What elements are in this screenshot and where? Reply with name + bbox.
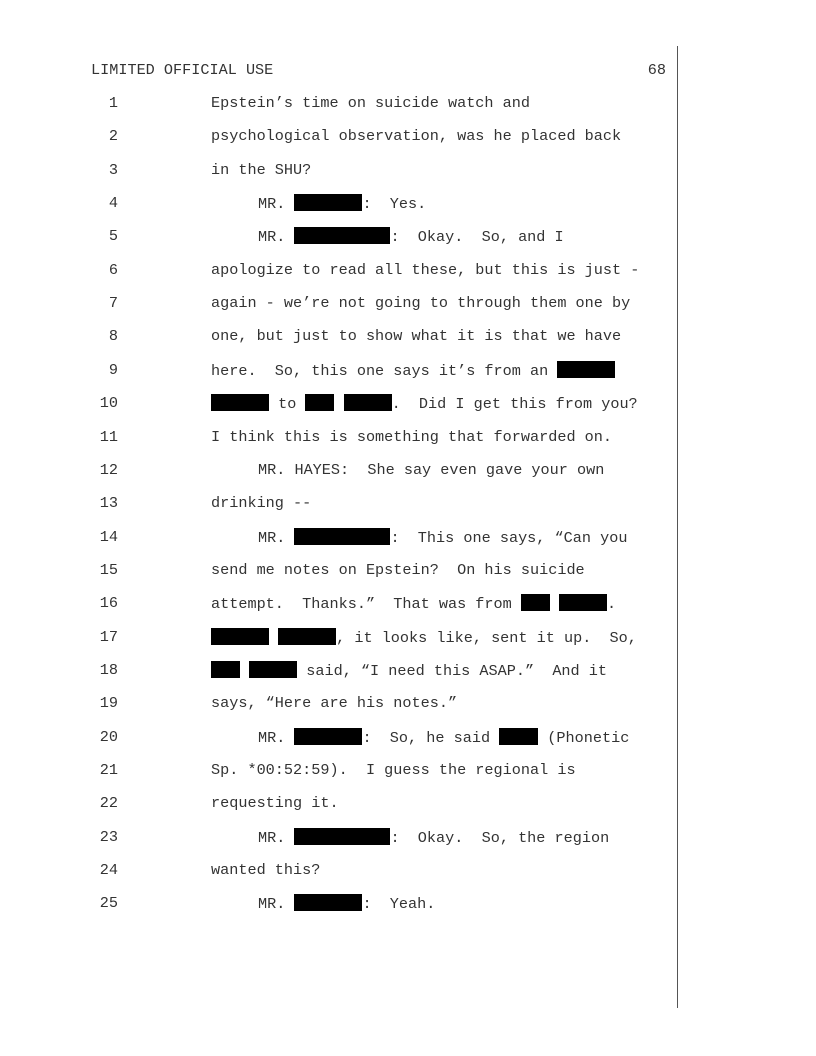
line-number: 7 bbox=[108, 294, 118, 313]
line-text-segment: I think this is something that forwarded on. bbox=[211, 427, 613, 446]
line-number: 16 bbox=[99, 594, 118, 613]
redaction-box bbox=[249, 661, 297, 678]
line-number: 17 bbox=[99, 627, 118, 646]
transcript-line bbox=[0, 94, 816, 116]
redaction-box bbox=[211, 394, 269, 411]
line-text-segment: says, “Here are his notes.” bbox=[211, 694, 458, 713]
transcript-line bbox=[0, 728, 816, 750]
line-text bbox=[211, 794, 339, 812]
line-text-segment: apologize to read all these, but this is just - bbox=[211, 260, 640, 279]
line-text-segment: : Yeah. bbox=[362, 895, 436, 914]
transcript-line bbox=[0, 528, 816, 550]
line-number: 24 bbox=[99, 861, 118, 880]
transcript-line bbox=[0, 694, 816, 716]
line-text-segment: attempt. Thanks.” That was from bbox=[211, 595, 521, 614]
line-text-segment: . Did I get this from you? bbox=[391, 395, 638, 414]
transcript-line bbox=[0, 194, 816, 216]
line-text bbox=[211, 327, 621, 345]
transcript-line bbox=[0, 661, 816, 683]
line-text bbox=[211, 428, 612, 446]
page-number: 68 bbox=[647, 61, 666, 79]
line-number: 9 bbox=[108, 360, 118, 379]
line-text-segment: send me notes on Epstein? On his suicide bbox=[211, 560, 585, 579]
line-text-segment: one, but just to show what it is that we have bbox=[211, 327, 622, 346]
line-text-segment: MR. bbox=[258, 828, 295, 847]
line-text-segment: , it looks like, sent it up. So, bbox=[336, 628, 637, 647]
redaction-box bbox=[278, 628, 336, 645]
line-text-segment: : This one says, “Can you bbox=[390, 528, 628, 547]
line-text bbox=[211, 261, 639, 279]
transcript-line bbox=[0, 394, 816, 416]
line-number: 6 bbox=[108, 260, 118, 279]
transcript-line bbox=[0, 461, 816, 483]
line-text-segment: again - we’re not going to through them one by bbox=[211, 294, 631, 313]
line-text-segment: (Phonetic bbox=[538, 728, 630, 747]
line-number: 20 bbox=[99, 727, 118, 746]
line-text-segment: here. So, this one says it’s from an bbox=[211, 361, 558, 380]
redaction-box bbox=[294, 828, 390, 845]
line-text-segment: Sp. *00:52:59). I guess the regional is bbox=[211, 761, 576, 779]
line-text bbox=[211, 628, 637, 647]
line-number: 21 bbox=[99, 761, 118, 779]
line-text-segment: MR. HAYES: She say even gave your own bbox=[258, 460, 605, 479]
line-number: 14 bbox=[99, 527, 118, 546]
line-text-segment: requesting it. bbox=[211, 794, 339, 813]
line-text-segment: . bbox=[607, 595, 617, 614]
redaction-box bbox=[557, 361, 615, 378]
line-text-segment: wanted this? bbox=[211, 861, 321, 880]
redaction-box bbox=[294, 894, 362, 911]
redaction-box bbox=[294, 528, 390, 545]
line-text bbox=[211, 861, 320, 879]
redaction-box bbox=[499, 728, 538, 745]
line-text bbox=[211, 494, 311, 512]
line-text bbox=[258, 828, 609, 847]
transcript-line bbox=[0, 594, 816, 616]
line-number: 15 bbox=[99, 560, 118, 579]
line-text-segment: said, “I need this ASAP.” And it bbox=[297, 661, 608, 680]
line-text-segment bbox=[334, 395, 343, 413]
line-number: 2 bbox=[108, 127, 118, 146]
transcript-line bbox=[0, 628, 816, 650]
classification-marking: LIMITED OFFICIAL USE bbox=[91, 61, 274, 79]
line-text bbox=[211, 127, 621, 145]
line-number: 19 bbox=[99, 694, 118, 713]
line-text-segment bbox=[550, 595, 559, 613]
line-text-segment: psychological observation, was he placed back bbox=[211, 127, 622, 146]
transcript-line bbox=[0, 861, 816, 883]
line-text bbox=[258, 461, 604, 479]
line-text-segment: : So, he said bbox=[362, 728, 500, 747]
line-text bbox=[211, 161, 311, 179]
line-text-segment bbox=[269, 629, 278, 647]
line-number: 11 bbox=[99, 427, 118, 446]
line-text bbox=[211, 694, 457, 712]
line-text-segment: MR. bbox=[258, 728, 295, 747]
line-text bbox=[211, 394, 638, 413]
transcript-line bbox=[0, 127, 816, 149]
line-text-segment: to bbox=[269, 395, 306, 414]
line-number: 4 bbox=[108, 194, 118, 213]
line-text bbox=[258, 194, 426, 213]
line-number: 23 bbox=[99, 827, 118, 846]
line-text-segment: in the SHU? bbox=[211, 160, 312, 179]
redaction-box bbox=[559, 594, 607, 611]
line-text-segment: : Yes. bbox=[362, 195, 427, 214]
line-text-segment: MR. bbox=[258, 195, 295, 214]
transcript-line bbox=[0, 227, 816, 249]
redaction-box bbox=[305, 394, 334, 411]
redaction-box bbox=[211, 661, 240, 678]
line-text-segment: Epstein’s time on suicide watch and bbox=[211, 94, 530, 112]
redaction-box bbox=[294, 227, 390, 244]
line-text bbox=[211, 661, 607, 680]
transcript-line bbox=[0, 828, 816, 850]
line-text bbox=[211, 594, 616, 613]
line-number: 25 bbox=[99, 894, 118, 913]
line-number: 1 bbox=[108, 94, 118, 112]
redaction-box bbox=[521, 594, 550, 611]
line-text bbox=[258, 528, 627, 547]
redaction-box bbox=[294, 194, 362, 211]
line-text-segment: MR. bbox=[258, 228, 295, 247]
transcript-line bbox=[0, 294, 816, 316]
redaction-box bbox=[294, 728, 362, 745]
line-text bbox=[211, 561, 585, 579]
line-text-segment: drinking -- bbox=[211, 494, 312, 513]
transcript-line bbox=[0, 327, 816, 349]
transcript-line bbox=[0, 361, 816, 383]
line-text bbox=[258, 227, 564, 246]
line-text bbox=[258, 894, 435, 913]
transcript-line bbox=[0, 894, 816, 916]
redaction-box bbox=[344, 394, 392, 411]
line-text-segment: MR. bbox=[258, 895, 295, 914]
redaction-box bbox=[211, 628, 269, 645]
line-text-segment: MR. bbox=[258, 528, 295, 547]
line-number: 8 bbox=[108, 327, 118, 346]
transcript-line bbox=[0, 794, 816, 816]
line-text-segment bbox=[240, 662, 249, 680]
line-text bbox=[211, 94, 530, 112]
transcript-line bbox=[0, 561, 816, 583]
transcript-line bbox=[0, 261, 816, 283]
line-text bbox=[211, 761, 576, 779]
transcript-line bbox=[0, 761, 816, 783]
line-number: 5 bbox=[108, 227, 118, 246]
line-text bbox=[211, 361, 615, 380]
line-number: 10 bbox=[99, 394, 118, 413]
transcript-line bbox=[0, 428, 816, 450]
line-number: 18 bbox=[99, 660, 118, 679]
line-number: 13 bbox=[99, 494, 118, 513]
line-number: 22 bbox=[99, 794, 118, 813]
line-text-segment: : Okay. So, the region bbox=[390, 828, 610, 847]
line-text-segment: : Okay. So, and I bbox=[390, 228, 564, 247]
line-number: 3 bbox=[108, 160, 118, 179]
transcript-line bbox=[0, 494, 816, 516]
line-number: 12 bbox=[99, 460, 118, 479]
transcript-line bbox=[0, 161, 816, 183]
line-text bbox=[211, 294, 630, 312]
line-text bbox=[258, 728, 629, 747]
